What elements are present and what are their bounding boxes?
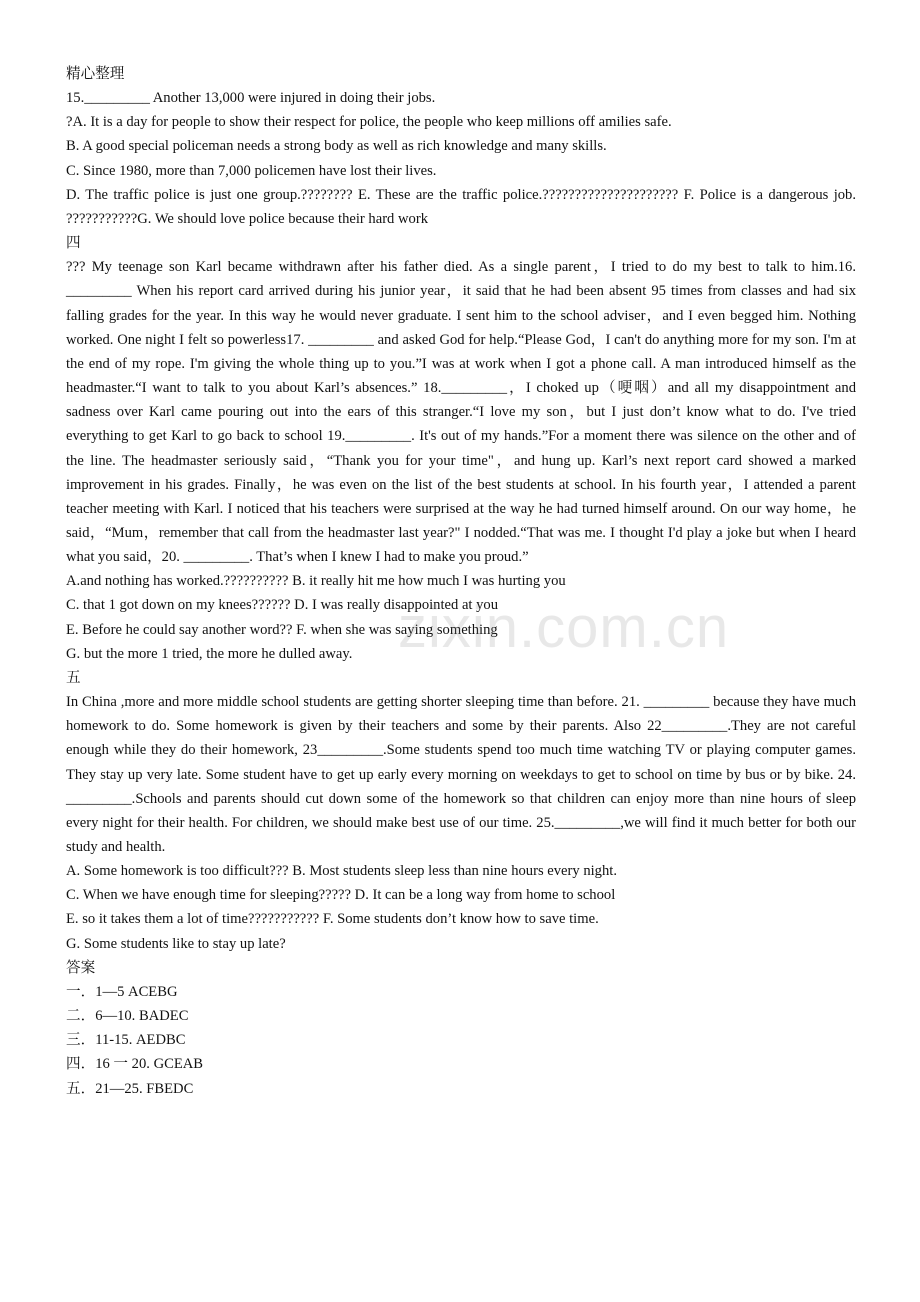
answer-line: 三．11-15. AEDBC xyxy=(66,1032,186,1049)
option-line: C. When we have enough time for sleeping????? D. It can be a long way from home to school xyxy=(66,887,616,904)
answer-line: 一．1—5 ACEBG xyxy=(66,983,178,1000)
option-line: A. Some homework is too difficult??? B. Most students sleep less than nine hours every night. xyxy=(66,863,617,880)
option-line: E. Before he could say another word?? F. when she was saying something xyxy=(66,621,498,638)
answer-line: 四．16 一 20. GCEAB xyxy=(66,1056,204,1073)
section-5-heading: 五 xyxy=(66,669,81,686)
section-4-passage: ??? My teenage son Karl became withdrawn after his father died. As a single parent，I tried to do my best to talk to him.16. _________ When his report card arrived during his junior year，it said that he had been absent 95 times from classes and had six falling grades for the year. In this way he would never graduate. I sent him to the school adviser，and I even begged him. Nothing worked. One night I felt so powerless17. _________ and asked God for help.“Please God，I can't do anything more for my son. I'm at the end of my rope. I'm giving the whole thing up to you.”I was at work when I got a phone call. A man introduced himself as the headmaster.“I want to talk to you about Karl’s absences.” 18._________，I choked up（哽咽）and all my disappointment and sadness over Karl came pouring out into the ears of this stranger.“I love my son，but I just don’t know what to do. I've tried everything to get Karl to go back to school 19._________. It's out of my hands.”For a moment there was silence on the other and of the line. The headmaster seriously said，“Thank you for your time"，and hung up. Karl’s next report card showed a marked improvement in his grades. Finally，he was even on the list of the best students at school. In his fourth year，I attended a parent teacher meeting with Karl. I noticed that his teachers were surprised at the way he had turned himself around. On our way home，he said，“Mum，remember that call from the headmaster last year?" I nodded.“That was me. I thought I'd play a joke but when I heard what you said，20. _________. That’s when I knew I had to make you proud.” xyxy=(66,259,860,566)
option-line: G. Some students like to stay up late? xyxy=(66,935,286,952)
option-line: ?A. It is a day for people to show their respect for police, the people who keep millions off amilies safe. xyxy=(66,114,672,131)
answer-line: 二．6—10. BADEC xyxy=(66,1008,189,1025)
section-5-passage: In China ,more and more middle school students are getting shorter sleeping time than before. 21. _________ because they have much homework to do. Some homework is given by their teachers and some by their parents. Also 22_________.They are not careful enough while they do their homework, 23_________.Some students spend too much time watching TV or playing computer games. They stay up very late. Some student have to get up early every morning on weekdays to get to school on time by bus or by bike. 24. _________.Schools and parents should cut down some of the homework so that children can enjoy more than nine hours of sleep every night for their health. For children, we should make best use of our time. 25._________,we will find it much better for both our study and health. xyxy=(66,694,860,855)
option-line: D. The traffic police is just one group.???????? E. These are the traffic police.????????????????????? F. Police is a dangerous job. ???????????G. We should love police because their hard work xyxy=(66,186,860,227)
option-line: A.and nothing has worked.?????????? B. it really hit me how much I was hurting you xyxy=(66,573,566,590)
section-4-heading: 四 xyxy=(66,235,81,252)
page-header: 精心整理 xyxy=(66,66,125,82)
option-line: B. A good special policeman needs a strong body as well as rich knowledge and many skills. xyxy=(66,138,607,155)
document-page xyxy=(66,62,860,1101)
option-line: C. Since 1980, more than 7,000 policemen have lost their lives. xyxy=(66,162,437,179)
answers-heading: 答案 xyxy=(66,959,96,976)
option-line: G. but the more 1 tried, the more he dulled away. xyxy=(66,645,353,662)
option-line: E. so it takes them a lot of time??????????? F. Some students don’t know how to save time. xyxy=(66,911,599,928)
answer-line: 五．21—25. FBEDC xyxy=(66,1080,194,1097)
watermark: zixin.com.cn xyxy=(398,595,730,660)
question-15: 15._________ Another 13,000 were injured in doing their jobs. xyxy=(66,90,436,107)
option-line: C. that 1 got down on my knees?????? D. I was really disappointed at you xyxy=(66,597,499,614)
